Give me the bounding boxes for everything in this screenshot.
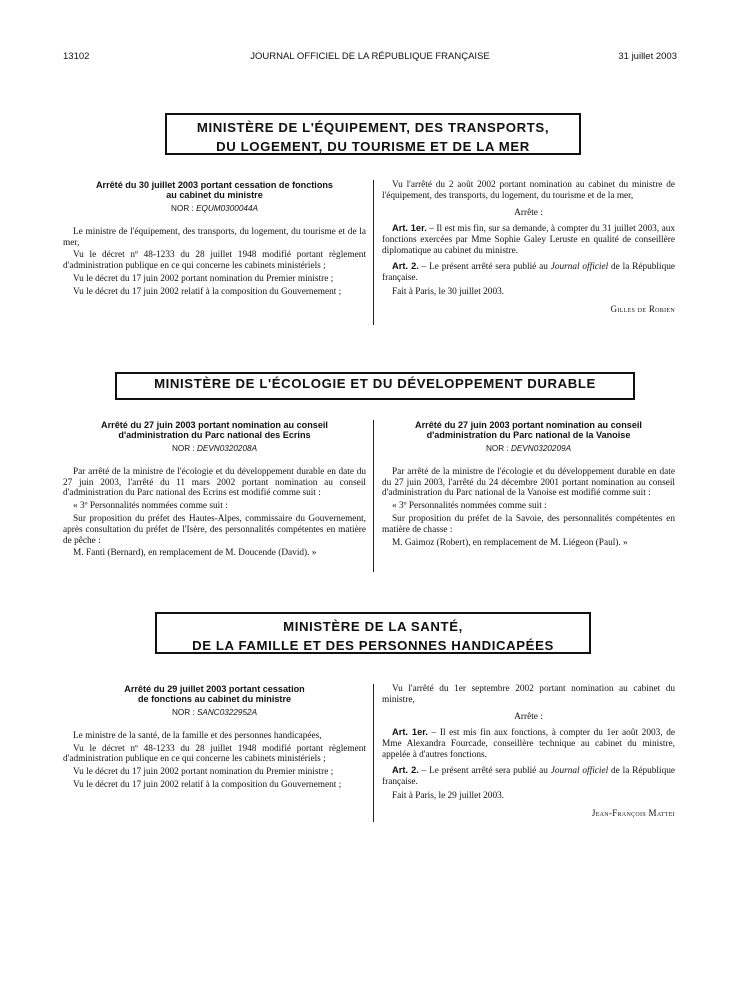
article-2 [382, 765, 675, 788]
paragraph: « 3º Personnalités nommées comme suit : [392, 501, 547, 512]
section2-right-column [382, 420, 675, 550]
paragraph: Le ministre de l'équipement, des transports, du logement, du tourisme et de la mer, [63, 226, 366, 248]
paragraph: Vu l'arrêté du 2 août 2002 portant nomination au cabinet du ministre de l'équipement, des transports, du logement, du tourisme et de la mer, [382, 180, 675, 201]
section1-right-column [382, 180, 675, 315]
paragraph: Vu le décret du 17 juin 2002 relatif à la composition du Gouvernement ; [73, 286, 342, 297]
nor-label: NOR : [171, 204, 197, 213]
column-divider [373, 684, 374, 822]
article-text: de la République française. [382, 261, 675, 283]
paragraph: Vu l'arrêté du 1er septembre 2002 portant nomination au cabinet du ministre, [382, 684, 675, 705]
article-label: Art. 2. [392, 764, 419, 775]
nor-label: NOR : [171, 444, 197, 453]
paragraph: « 3º Personnalités nommées comme suit : [73, 501, 228, 512]
arrete-title-line: d'administration du Parc national de la Vanoise [426, 430, 631, 440]
article-text: – Le présent arrêté sera publié au [418, 765, 551, 776]
arrete-label: Arrête : [514, 711, 543, 722]
nor-code: EQUM0300044A [196, 204, 258, 213]
section2-left-column [63, 420, 366, 561]
signature: Gilles de Robien [610, 304, 675, 315]
paragraph: Le ministre de la santé, de la famille et des personnes handicapées, [73, 730, 322, 741]
paragraph: Vu le décret nº 48-1233 du 28 juillet 1948 modifié portant règlement d'administration publique en ce qui concerne les cabinets ministériels ; [63, 743, 366, 765]
arrete-title-line: Arrêté du 29 juillet 2003 portant cessation [124, 684, 305, 694]
arrete-title-line: Arrêté du 30 juillet 2003 portant cessation de fonctions [95, 180, 333, 190]
paragraph: Vu le décret du 17 juin 2002 portant nomination du Premier ministre ; [73, 273, 334, 284]
article-1 [382, 223, 675, 256]
paragraph: Vu le décret du 17 juin 2002 portant nomination du Premier ministre ; [73, 767, 334, 778]
column-divider [373, 420, 374, 572]
arrete-label: Arrête : [514, 207, 543, 218]
article-text: – Il est mis fin, sur sa demande, à compter du 31 juillet 2003, aux fonctions exercées par Mme Sophie Galey Leruste en qualité de conseillère diplomatique au cabinet du ministre. [382, 224, 675, 256]
arrete-title-line: Arrêté du 27 juin 2003 portant nomination au conseil [415, 420, 642, 430]
paragraph: Vu le décret nº 48-1233 du 28 juillet 1948 modifié portant règlement d'administration publique en ce qui concerne les cabinets ministériels ; [63, 250, 366, 272]
column-divider [373, 180, 374, 325]
paragraph: Sur proposition du préfet de la Savoie, des personnalités compétentes en matière de chasse : [382, 513, 675, 535]
arrete-title-line: au cabinet du ministre [166, 190, 263, 200]
article-label: Art. 1er. [392, 223, 427, 234]
arrete-title-line: d'administration du Parc national des Ecrins [118, 430, 311, 440]
paragraph: Par arrêté de la ministre de l'écologie et du développement durable en date du 27 juin 2003, l'arrêté du 24 décembre 2001 portant nomination au conseil d'administration du Parc national de la Vanoise est modifié comme suit : [382, 466, 675, 499]
arrete-title-line: de fonctions au cabinet du ministre [137, 694, 292, 704]
section1-left-column [63, 180, 366, 300]
nor-label: NOR : [171, 708, 197, 717]
paragraph: Vu le décret du 17 juin 2002 relatif à la composition du Gouvernement ; [73, 779, 342, 790]
ministry-heading-sante [155, 612, 591, 654]
arrete-title [63, 684, 366, 704]
article-1 [382, 727, 675, 760]
nor-reference [63, 204, 366, 215]
page-number: 13102 [63, 51, 90, 62]
section3-right-column [382, 684, 675, 819]
nor-reference [382, 444, 675, 455]
place-date: Fait à Paris, le 29 juillet 2003. [392, 791, 505, 802]
nor-code: DEVN0320209A [510, 444, 572, 453]
article-2 [382, 261, 675, 284]
place-date: Fait à Paris, le 30 juillet 2003. [392, 287, 505, 298]
journal-name: Journal officiel [550, 765, 609, 776]
issue-date: 31 juillet 2003 [618, 51, 677, 62]
article-text: – Le présent arrêté sera publié au [418, 261, 551, 272]
journal-name: Journal officiel [550, 261, 609, 272]
signature: Jean-François Mattei [591, 808, 675, 819]
paragraph: Sur proposition du préfet des Hautes-Alpes, commissaire du Gouvernement, après consultation du préfet de l'Isère, des personnalités compétentes en matière de pêche : [63, 513, 366, 546]
ministry-heading-line: MINISTÈRE DE L'ÉQUIPEMENT, DES TRANSPORTS, [196, 120, 550, 135]
ministry-heading-line: DU LOGEMENT, DU TOURISME ET DE LA MER [216, 139, 530, 154]
arrete-title [63, 420, 366, 440]
ministry-heading-line: MINISTÈRE DE LA SANTÉ, [283, 619, 463, 634]
nor-label: NOR : [485, 444, 511, 453]
article-label: Art. 2. [392, 260, 419, 271]
section3-left-column [63, 684, 366, 793]
paragraph: Par arrêté de la ministre de l'écologie et du développement durable en date du 27 juin 2003, l'arrêté du 11 mars 2002 portant nomination au conseil d'administration du Parc national des Ecrins est modifié comme suit : [63, 466, 366, 499]
arrete-title [382, 420, 675, 440]
arrete-title-line: Arrêté du 27 juin 2003 portant nomination au conseil [101, 420, 328, 430]
nor-code: SANC0322952A [196, 708, 258, 717]
article-label: Art. 1er. [392, 727, 428, 738]
arrete-title [63, 180, 366, 200]
article-text: – Il est mis fin aux fonctions, à compter du 1er août 2003, de Mme Alexandra Fourcade, conseillère technique au cabinet du ministre, appelée à d'autres fonctions. [382, 728, 675, 760]
ministry-heading-line: DE LA FAMILLE ET DES PERSONNES HANDICAPÉES [192, 638, 554, 653]
nor-code: DEVN0320208A [196, 444, 258, 453]
ministry-heading-line: MINISTÈRE DE L'ÉCOLOGIE ET DU DÉVELOPPEMENT DURABLE [154, 376, 596, 391]
nor-reference [63, 708, 366, 719]
article-text: de la République française. [382, 765, 675, 787]
ministry-heading-equipement [165, 113, 581, 155]
ministry-heading-ecologie [115, 372, 635, 400]
journal-title: JOURNAL OFFICIEL DE LA RÉPUBLIQUE FRANÇAISE [250, 51, 490, 62]
nor-reference [63, 444, 366, 455]
paragraph: M. Gaimoz (Robert), en remplacement de M. Liégeon (Paul). » [392, 537, 628, 548]
paragraph: M. Fanti (Bernard), en remplacement de M. Doucende (David). » [73, 548, 317, 559]
running-header [63, 51, 677, 65]
